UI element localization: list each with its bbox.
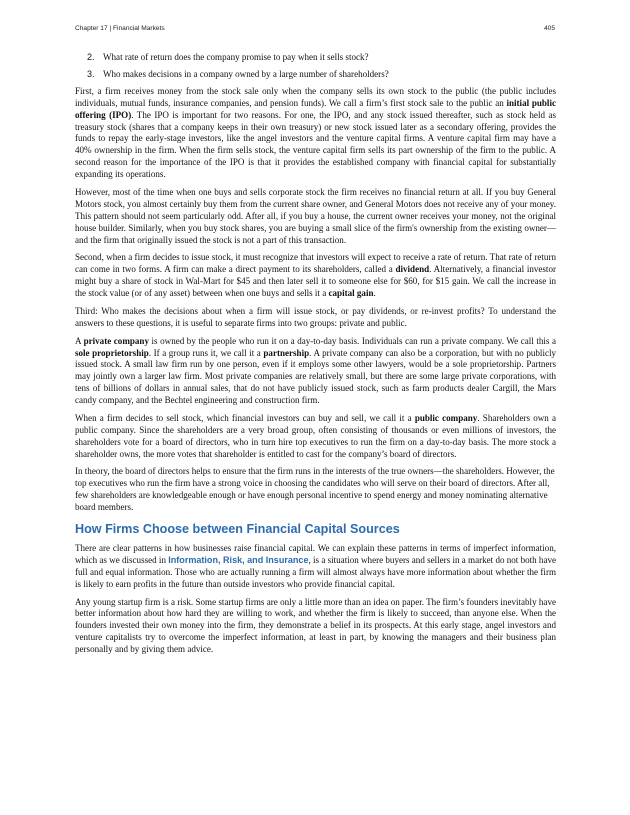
term-capital-gain: capital gain: [328, 288, 374, 299]
paragraph-public-company: [75, 413, 556, 461]
term-dividend: dividend: [395, 264, 430, 275]
running-header: [75, 25, 555, 37]
paragraph-startup-risk: Any young startup firm is a risk. Some startup firms are only a little more than an idea on paper. The firm’s founders inevitably have better information about how hard they are willing to work, and whether the firm is likely to succeed, than anyone else. When the founders invested their own money into the firm, they demonstrate a belief in its prospects. At this early stage, angel investors and venture capitalists try to overcome the imperfect information, at least in part, by knowing the managers and their business plan personally and by giving them advice.: [75, 596, 556, 655]
term-ipo: initial public offering (IPO): [75, 97, 556, 120]
list-text: What rate of return does the company promise to pay when it sells stock?: [103, 52, 369, 62]
list-number: 3.: [87, 68, 95, 79]
page-number: 405: [543, 25, 555, 32]
text-run: . The IPO is important for two reasons. For one, the IPO, and any stock issued thereafter, such as stock held as treasury stock (shares that a company keeps in their own treasury) or new stock issued later as a secondary offering, provides the funds to repay the early-stage investors, like the angel investors and the venture capital firms. A venture capital firm may have a 40% ownership in the firm. When the firm sells stock, the venture capital firm sells its part ownership of the firm to the public. A second reason for the importance of the IPO is that it provides the established company with financial capital for substantially expanding its operations.: [75, 109, 556, 180]
text-run: First, a firm receives money from the stock sale only when the company sells its own stock to the public (the public includes individuals, mutual funds, insurance companies, and pension funds). We call a firm’s first stock sale to the public an: [75, 85, 556, 108]
text-run: . Shareholders own a public company. Since the shareholders are a very broad group, often consisting of thousands or even millions of investors, the shareholders vote for a board of directors, who in turn hire top executives to run the firm on a day-to-day basis. The more stock a shareholder owns, the more votes that shareholder is entitled to cast for the company’s board of directors.: [75, 412, 556, 459]
paragraph-ipo: [75, 86, 556, 181]
term-public-company: public company: [414, 412, 478, 423]
paragraph-rate-of-return: [75, 252, 556, 300]
paragraph-board-of-directors: In theory, the board of directors helps to ensure that the firm runs in the interests of the true owners—the shareholders. However, the top executives who run the firm have a strong voice in choosing the candidates who will serve on their board of directors. After all, few shareholders are knowledgeable enough or have enough personal incentive to spend energy and money nominating alternative board members.: [75, 466, 555, 513]
paragraph-private-company: [75, 336, 556, 407]
text-run: . Alternatively, a financial investor might buy a share of stock in Wal-Mart for $45 and then later sell it to someone else for $60, for $15 gain. We call the increase in the stock value (or of any asset) between when one buys and sells it a: [75, 264, 556, 299]
term-private-company: private company: [83, 335, 149, 346]
text-run: Second, when a firm decides to issue stock, it must recognize that investors will expect to receive a rate of return. That rate of return can come in two forms. A firm can make a direct payment to its shareholders, called a: [75, 252, 556, 275]
text-run: .: [373, 288, 376, 299]
text-run: is owned by the people who run it on a day-to-day basis. Individuals can run a private company. We call this a: [148, 335, 556, 346]
chapter-title: Chapter 17 | Financial Markets: [75, 25, 165, 32]
paragraph-secondary-market: However, most of the time when one buys and sells corporate stock the firm receives no financial return at all. If you buy General Motors stock, you almost certainly buy them from the current share owner, and General Motors does not receive any of your money. This pattern should not seem particularly odd. After all, if you buy a house, the current owner receives your money, not the original house builder. Similarly, when you buy stock shares, you are buying a small slice of the firm's ownership from the existing owner—and the firm that originally issued the stock is not a part of this transaction.: [75, 186, 556, 245]
text-run: There are clear patterns in how businesses raise financial capital. We can explain these patterns in terms of imperfect information, which as we discussed in: [75, 543, 556, 565]
text-run: A: [75, 335, 84, 346]
term-partnership: partnership: [263, 347, 310, 358]
main-content: [75, 52, 556, 662]
list-text: Who makes decisions in a company owned by a large number of shareholders?: [103, 68, 389, 79]
text-run: , is a situation where buyers and sellers in a market do not both have full and equal information. Those who are actually running a firm will almost always have more information about whether the firm is likely to earn profits in the future than outside investors who provide financial capital.: [75, 554, 556, 589]
paragraph-decisions: Third: Who makes the decisions about when a firm will issue stock, or pay dividends, or re-invest profits? To understand the answers to these questions, it is useful to separate firms into two groups: private and public.: [75, 305, 556, 328]
cross-reference-link[interactable]: Information, Risk, and Insurance: [168, 554, 309, 565]
text-run: When a firm decides to sell stock, which financial investors can buy and sell, we call it a: [75, 412, 415, 423]
list-item: [75, 52, 556, 64]
list-number: 2.: [87, 52, 95, 62]
text-run: . A private company can also be a corporation, but with no publicly issued stock. A small law firm run by one person, even if it employs some other lawyers, would be a sole proprietorship. Partners may jointly own a larger law firm. Most private companies are relatively small, but there are some large private corporations, with tens of billions of dollars in annual sales, that do not have publicly issued stock, such as farm products dealer Cargill, the Mars candy company, and the Bechtel engineering and construction firm.: [75, 347, 557, 406]
question-list: [75, 52, 556, 81]
list-item: [75, 69, 556, 81]
paragraph-imperfect-information: [75, 543, 556, 591]
term-sole-proprietorship: sole proprietorship: [75, 347, 149, 358]
text-run: . If a group runs it, we call it a: [148, 347, 264, 358]
section-heading: How Firms Choose between Financial Capital Sources: [75, 522, 400, 537]
